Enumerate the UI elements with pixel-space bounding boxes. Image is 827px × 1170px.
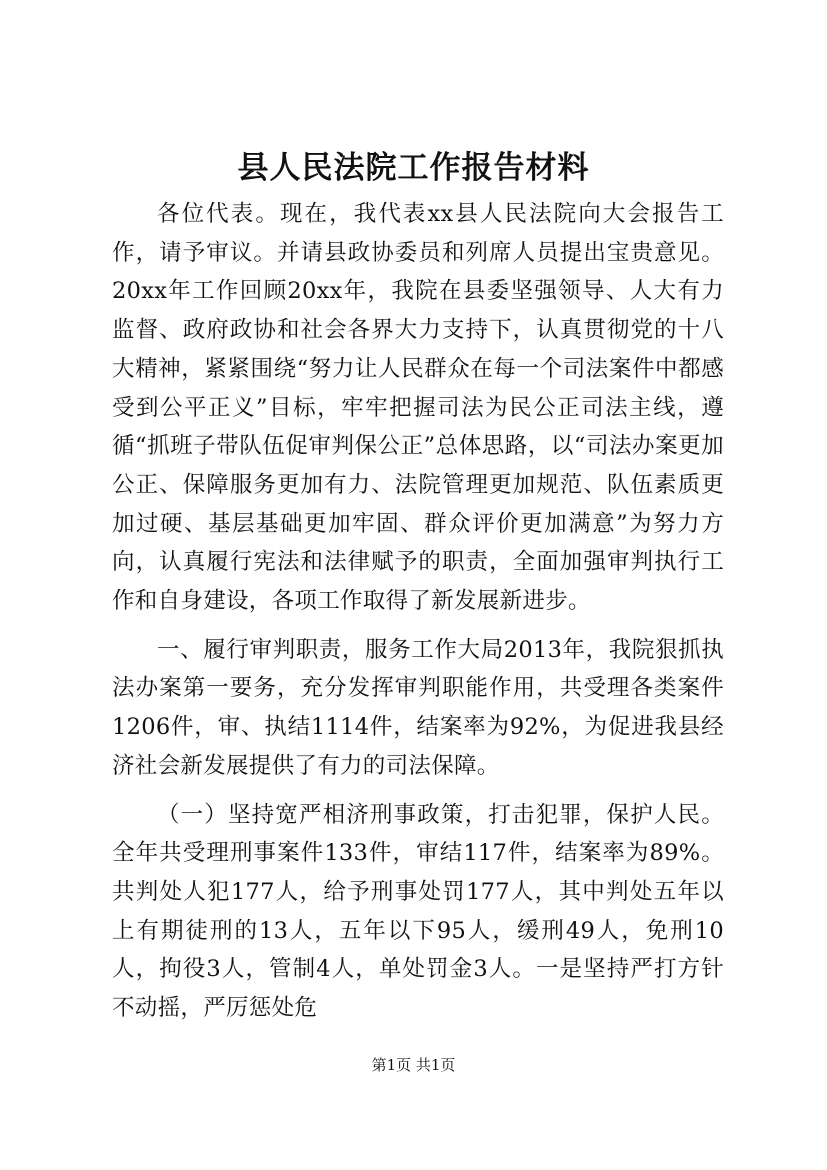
document-title: 县人民法院工作报告材料 [237, 150, 590, 186]
document-body [112, 195, 724, 1028]
paragraph-criminal-policy: （一）坚持宽严相济刑事政策，打击犯罪，保护人民。全年共受理刑事案件133件，审结117件，结案率为89%。共判处人犯177人，给予刑事处罚177人，其中判处五年以上有期徒刑的13人，五年以下95人，缓刑49人，免刑10人，拘役3人，管制4人，单处罚金3人。一是坚持严打方针不动摇，严厉惩处危 [112, 801, 724, 1022]
paragraph-opening: 各位代表。现在，我代表xx县人民法院向大会报告工作，请予审议。并请县政协委员和列席人员提出宝贵意见。20xx年工作回顾20xx年，我院在县委坚强领导、人大有力监督、政府政协和社会各界大力支持下，认真贯彻党的十八大精神，紧紧围绕“努力让人民群众在每一个司法案件中都感受到公平正义”目标，牢牢把握司法为民公正司法主线，遵循“抓班子带队伍促审判保公正”总体思路，以“司法办案更加公正、保障服务更加有力、法院管理更加规范、队伍素质更加过硬、基层基础更加牢固、群众评价更加满意”为努力方向，认真履行宪法和法律赋予的职责，全面加强审判执行工作和自身建设，各项工作取得了新发展新进步。 [112, 201, 724, 615]
paragraph-section-one: 一、履行审判职责，服务工作大局2013年，我院狠抓执法办案第一要务，充分发挥审判职能作用，共受理各类案件1206件，审、执结1114件，结案率为92%，为促进我县经济社会新发展提供了有力的司法保障。 [112, 636, 724, 779]
page-number-footer: 第1页 共1页 [371, 1056, 456, 1074]
